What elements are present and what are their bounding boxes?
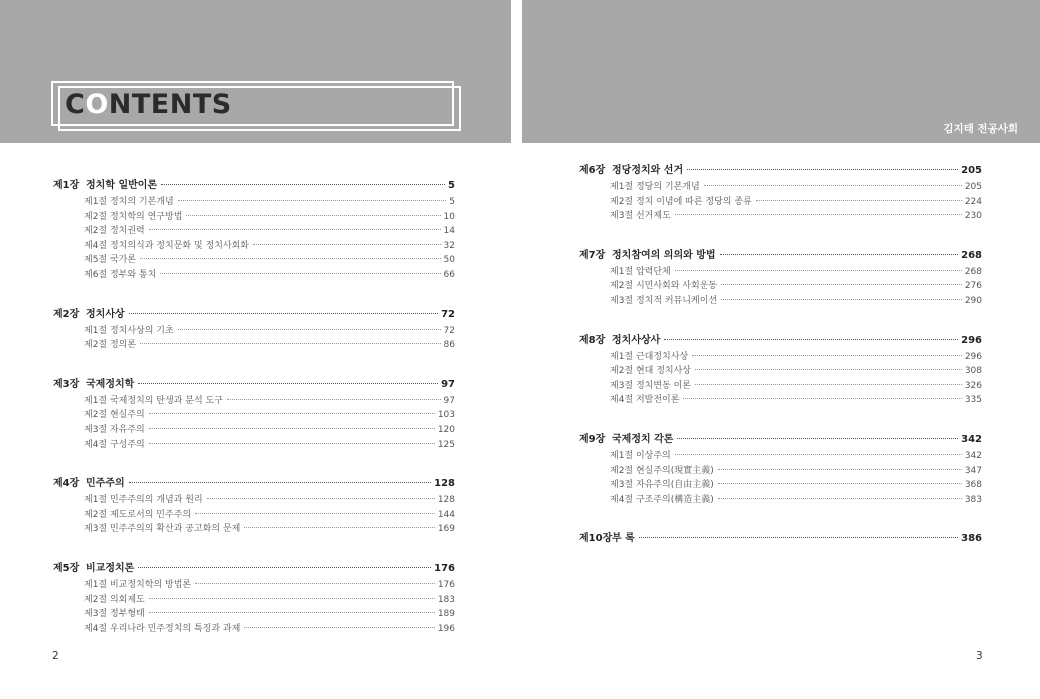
section-title: 제3절 정치적 커뮤니케이션	[610, 295, 718, 306]
toc-chapter	[579, 161, 982, 223]
section-page: 326	[964, 380, 982, 391]
section-title: 제3절 자유주의	[84, 424, 145, 435]
section-entry[interactable]	[579, 293, 982, 308]
spread-gutter	[511, 0, 522, 699]
section-title: 제2절 정치 이념에 따른 정당의 종류	[610, 196, 752, 207]
section-title: 제1절 비교정치학의 방법론	[84, 579, 192, 590]
dot-leader	[178, 200, 447, 201]
section-title: 제3절 자유주의(自由主義)	[610, 480, 714, 491]
section-title: 제4절 저발전이론	[610, 395, 680, 406]
toc-chapter	[53, 305, 455, 352]
section-title: 제3절 정부형태	[84, 609, 145, 620]
section-entry[interactable]	[53, 194, 455, 209]
section-page: 368	[964, 480, 982, 491]
section-page: 335	[964, 395, 982, 406]
dot-leader	[244, 627, 435, 628]
section-entry[interactable]	[579, 392, 982, 407]
section-entry[interactable]	[53, 521, 455, 536]
section-page: 224	[964, 196, 982, 207]
section-entry[interactable]	[53, 606, 455, 621]
section-page: 14	[443, 226, 455, 237]
section-title: 제3절 정치변동 이론	[610, 380, 692, 391]
chapter-page: 176	[434, 562, 455, 574]
toc-chapter	[579, 246, 982, 308]
chapter-title: 정당정치와 선거	[612, 165, 684, 176]
section-entry[interactable]	[579, 179, 982, 194]
chapter-page: 342	[961, 433, 982, 445]
section-entry[interactable]	[579, 194, 982, 209]
section-page: 72	[443, 325, 455, 336]
section-entry[interactable]	[53, 492, 455, 507]
chapter-page: 268	[961, 249, 982, 261]
section-page: 230	[964, 211, 982, 222]
title-rest: NTENTS	[108, 89, 232, 120]
title-first-letter: C	[65, 89, 86, 120]
section-title: 제1절 정치의 기본개념	[84, 197, 174, 207]
section-page: 5	[449, 197, 455, 207]
section-page: 189	[437, 609, 455, 620]
section-title: 제2절 정치학의 연구방법	[84, 211, 183, 222]
book-name: 김지태 전공사회	[943, 123, 1018, 135]
dot-leader	[227, 399, 441, 400]
section-page: 10	[443, 211, 455, 222]
dot-leader	[718, 483, 962, 484]
chapter-number: 제1장	[53, 180, 80, 191]
chapter-number: 제9장	[579, 433, 606, 445]
dot-leader	[140, 258, 440, 259]
section-page: 120	[437, 424, 455, 435]
section-title: 제2절 의회제도	[84, 594, 145, 605]
section-page: 296	[964, 351, 982, 362]
dot-leader	[704, 185, 962, 186]
section-title: 제6절 정부와 통치	[84, 269, 157, 280]
chapter-number: 제3장	[53, 378, 80, 390]
chapter-entry[interactable]	[53, 559, 455, 574]
dot-leader	[160, 273, 440, 274]
section-entry[interactable]	[53, 223, 455, 238]
dot-leader	[675, 270, 962, 271]
chapter-number: 제10장	[579, 533, 613, 545]
dot-leader	[721, 284, 962, 285]
page-number-right: 3	[976, 650, 983, 662]
toc-chapter	[53, 474, 455, 536]
chapter-number: 제7장	[579, 249, 606, 261]
section-entry[interactable]	[53, 337, 455, 352]
left-page	[0, 0, 511, 699]
dot-leader	[186, 215, 440, 216]
chapter-entry[interactable]	[53, 305, 455, 320]
chapter-entry[interactable]	[579, 529, 982, 544]
dot-leader	[695, 384, 962, 385]
section-title: 제4절 우리나라 민주정치의 특징과 과제	[84, 623, 241, 634]
chapter-title: 국제정치학	[86, 378, 135, 390]
dot-leader	[692, 355, 962, 356]
chapter-title: 정치사상	[86, 308, 125, 320]
dot-leader	[756, 200, 962, 201]
section-entry[interactable]	[579, 477, 982, 492]
dot-leader	[161, 184, 445, 185]
section-page: 86	[443, 340, 455, 351]
section-entry[interactable]	[53, 577, 455, 592]
chapter-number: 제6장	[579, 165, 606, 176]
section-entry[interactable]	[53, 507, 455, 522]
section-title: 제3절 선거제도	[610, 211, 671, 222]
section-title: 제1절 압력단체	[610, 266, 671, 277]
section-title: 제2절 현실주의	[84, 410, 145, 421]
dot-leader	[244, 527, 435, 528]
section-page: 125	[437, 439, 455, 450]
section-entry[interactable]	[579, 363, 982, 378]
section-title: 제5절 국가론	[84, 255, 137, 266]
section-page: 97	[443, 395, 455, 406]
chapter-entry[interactable]	[53, 375, 455, 390]
section-page: 128	[437, 495, 455, 506]
section-entry[interactable]	[53, 621, 455, 636]
section-page: 66	[443, 269, 455, 280]
dot-leader	[140, 343, 440, 344]
section-page: 144	[437, 509, 455, 520]
section-entry[interactable]	[53, 238, 455, 253]
chapter-number: 제4장	[53, 478, 80, 490]
dot-leader	[129, 482, 431, 483]
chapter-page: 128	[434, 478, 455, 490]
dot-leader	[149, 413, 435, 414]
chapter-page: 97	[441, 378, 455, 390]
toc-chapter	[53, 559, 455, 635]
section-title: 제3절 민주주의의 확산과 공고화의 문제	[84, 524, 241, 535]
chapter-title: 국제정치 각론	[612, 433, 674, 445]
dot-leader	[675, 454, 962, 455]
section-page: 308	[964, 366, 982, 377]
contents-title	[65, 91, 232, 118]
section-entry[interactable]	[579, 463, 982, 478]
chapter-page: 205	[961, 165, 982, 176]
section-page: 169	[437, 524, 455, 535]
section-page: 268	[964, 266, 982, 277]
chapter-number: 제8장	[579, 334, 606, 346]
toc-left	[53, 176, 455, 658]
dot-leader	[195, 513, 435, 514]
section-title: 제4절 구조주의(構造主義)	[610, 494, 714, 505]
section-entry[interactable]	[53, 437, 455, 452]
dot-leader	[149, 443, 435, 444]
section-entry[interactable]	[579, 378, 982, 393]
section-page: 32	[443, 240, 455, 251]
chapter-title: 부 록	[612, 533, 635, 545]
dot-leader	[639, 537, 958, 538]
dot-leader	[138, 383, 438, 384]
section-entry[interactable]	[579, 278, 982, 293]
chapter-title: 비교정치론	[86, 562, 135, 574]
dot-leader	[138, 567, 431, 568]
dot-leader	[721, 299, 962, 300]
dot-leader	[687, 169, 958, 170]
dot-leader	[695, 369, 962, 370]
toc-chapter	[53, 375, 455, 451]
section-entry[interactable]	[53, 267, 455, 282]
section-title: 제2절 제도로서의 민주주의	[84, 509, 192, 520]
chapter-number: 제5장	[53, 562, 80, 574]
dot-leader	[664, 339, 958, 340]
section-title: 제4절 정치의식과 정치문화 및 정치사회화	[84, 240, 249, 251]
section-title: 제1절 정당의 기본개념	[610, 182, 700, 192]
section-entry[interactable]	[53, 407, 455, 422]
dot-leader	[195, 583, 435, 584]
section-page: 103	[437, 410, 455, 421]
section-title: 제4절 구성주의	[84, 439, 145, 450]
section-page: 196	[437, 623, 455, 634]
section-page: 342	[964, 450, 982, 461]
chapter-title: 정치참여의 의의와 방법	[612, 249, 716, 261]
toc-chapter	[579, 430, 982, 506]
chapter-page: 72	[441, 308, 455, 320]
chapter-title: 정치사상사	[612, 334, 661, 346]
toc-chapter	[579, 331, 982, 407]
section-entry[interactable]	[579, 264, 982, 279]
section-page: 347	[964, 465, 982, 476]
section-entry[interactable]	[579, 448, 982, 463]
toc-right	[579, 161, 982, 567]
chapter-page: 5	[448, 180, 455, 191]
section-entry[interactable]	[579, 208, 982, 223]
section-entry[interactable]	[53, 323, 455, 338]
chapter-entry[interactable]	[579, 161, 982, 176]
section-page: 176	[437, 579, 455, 590]
chapter-entry[interactable]	[53, 474, 455, 489]
dot-leader	[178, 329, 441, 330]
section-page: 290	[964, 295, 982, 306]
section-title: 제2절 현실주의(現實主義)	[610, 465, 714, 476]
title-highlight-letter: O	[85, 89, 109, 120]
section-title: 제1절 민주주의의 개념과 원리	[84, 495, 203, 506]
dot-leader	[149, 229, 441, 230]
dot-leader	[149, 612, 435, 613]
section-page: 50	[443, 255, 455, 266]
dot-leader	[718, 498, 962, 499]
chapter-entry[interactable]	[53, 176, 455, 191]
chapter-entry[interactable]	[579, 246, 982, 261]
section-entry[interactable]	[53, 209, 455, 224]
section-title: 제2절 현대 정치사상	[610, 366, 692, 377]
chapter-entry[interactable]	[579, 331, 982, 346]
section-title: 제2절 시민사회와 사회운동	[610, 281, 718, 292]
section-title: 제2절 정의론	[84, 340, 137, 351]
section-page: 205	[964, 182, 982, 192]
toc-chapter	[53, 176, 455, 282]
dot-leader	[677, 438, 958, 439]
section-title: 제1절 국제정치의 탄생과 분석 도구	[84, 395, 223, 406]
section-page: 383	[964, 494, 982, 505]
chapter-page: 296	[961, 334, 982, 346]
section-entry[interactable]	[579, 349, 982, 364]
section-entry[interactable]	[579, 492, 982, 507]
section-entry[interactable]	[53, 252, 455, 267]
dot-leader	[149, 598, 435, 599]
dot-leader	[683, 398, 961, 399]
section-page: 183	[437, 594, 455, 605]
section-title: 제2절 정치권력	[84, 226, 145, 237]
dot-leader	[149, 428, 435, 429]
section-title: 제1절 정치사상의 기초	[84, 325, 174, 336]
section-entry[interactable]	[53, 393, 455, 408]
section-title: 제1절 이상주의	[610, 450, 671, 461]
dot-leader	[207, 498, 435, 499]
chapter-title: 정치학 일반이론	[86, 180, 158, 191]
chapter-entry[interactable]	[579, 430, 982, 445]
section-title: 제1절 근대정치사상	[610, 351, 689, 362]
section-entry[interactable]	[53, 422, 455, 437]
dot-leader	[718, 469, 962, 470]
chapter-number: 제2장	[53, 308, 80, 320]
chapter-title: 민주주의	[86, 478, 125, 490]
right-page	[522, 0, 1040, 699]
dot-leader	[720, 254, 959, 255]
dot-leader	[675, 214, 962, 215]
section-page: 276	[964, 281, 982, 292]
chapter-page: 386	[961, 533, 982, 545]
page-number-left: 2	[52, 650, 59, 662]
toc-chapter	[579, 529, 982, 544]
dot-leader	[253, 244, 441, 245]
dot-leader	[129, 313, 438, 314]
section-entry[interactable]	[53, 592, 455, 607]
